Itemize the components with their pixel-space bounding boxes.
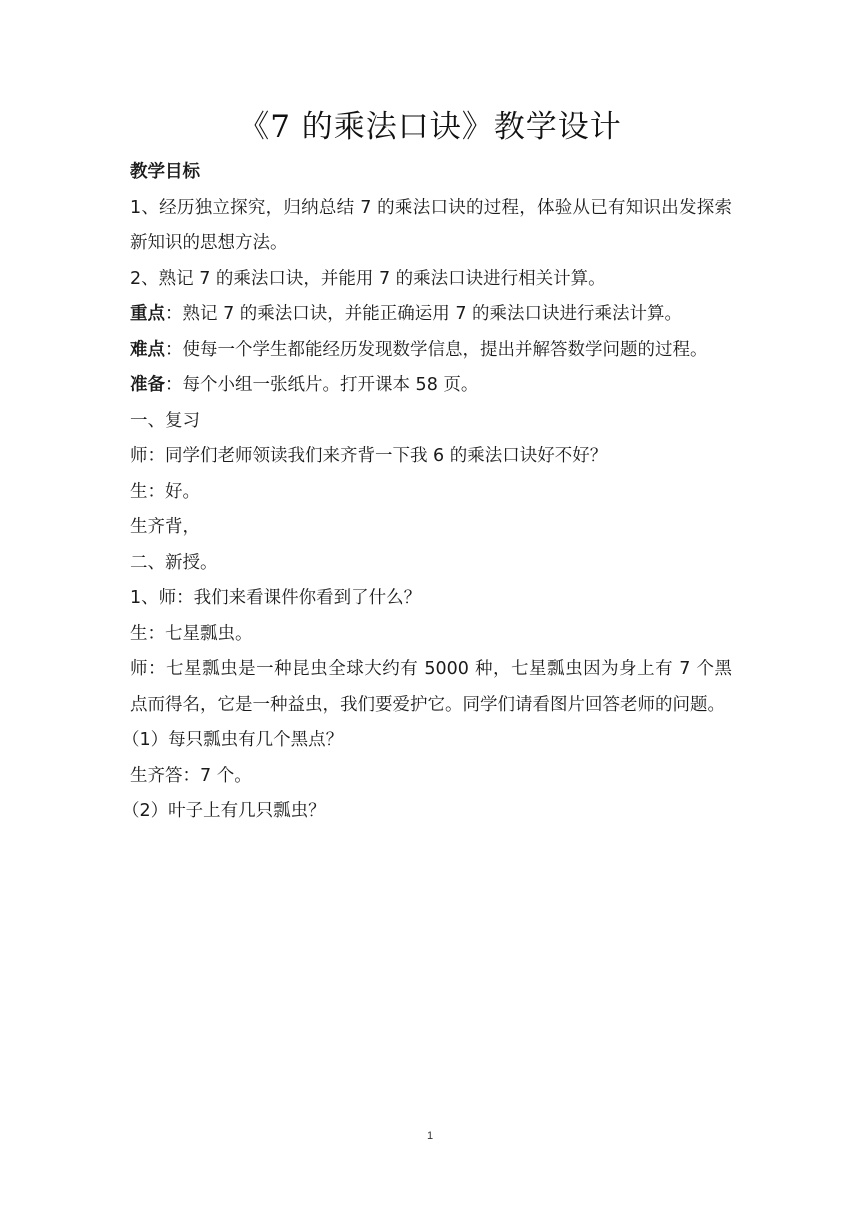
dialogue-line-2: 生：好。 — [130, 481, 200, 502]
dialogue-line-8: 生齐答：7 个。 — [130, 765, 252, 786]
key-point-label: 重点 — [130, 304, 165, 324]
objective-2: 2、熟记 7 的乘法口诀，并能用 7 的乘法口诀进行相关计算。 — [130, 268, 606, 289]
dialogue-line-3: 生齐背， — [130, 517, 200, 537]
key-point-paragraph — [130, 297, 732, 333]
section-review-heading: 一、复习 — [130, 410, 200, 431]
difficulty-paragraph — [130, 333, 732, 369]
question-2: （2）叶子上有几只瓢虫？ — [122, 801, 326, 821]
document-body — [122, 155, 732, 830]
question-1: （1）每只瓢虫有几个黑点？ — [122, 730, 344, 750]
dialogue-line-6: 师：七星瓢虫是一种昆虫全球大约有 5000 种，七星瓢虫因为身上有 7 个黑点而得名，它是一种益虫，我们要爱护它。同学们请看图片回答老师的问题。 — [130, 659, 732, 715]
key-point-text: ：熟记 7 的乘法口诀，并能正确运用 7 的乘法口诀进行乘法计算。 — [165, 304, 683, 324]
preparation-paragraph — [130, 368, 732, 404]
difficulty-label: 难点 — [130, 339, 165, 360]
dialogue-line-4: 1、师：我们来看课件你看到了什么？ — [130, 588, 422, 608]
section-new-lesson-heading: 二、新授。 — [130, 552, 218, 573]
objective-1: 1、经历独立探究，归纳总结 7 的乘法口诀的过程，体验从已有知识出发探索新知识的思想方法。 — [130, 197, 732, 253]
dialogue-line-5: 生：七星瓢虫。 — [130, 623, 253, 644]
preparation-label: 准备 — [130, 375, 165, 395]
dialogue-line-1: 师：同学们老师领读我们来齐背一下我 6 的乘法口诀好不好？ — [130, 446, 608, 466]
document-title: 《7 的乘法口诀》教学设计 — [238, 109, 622, 145]
preparation-text: ：每个小组一张纸片。打开课本 58 页。 — [165, 375, 479, 395]
page-number: 1 — [426, 1130, 434, 1142]
difficulty-text: ：使每一个学生都能经历发现数学信息，提出并解答数学问题的过程。 — [165, 339, 708, 360]
objectives-heading: 教学目标 — [130, 162, 200, 182]
